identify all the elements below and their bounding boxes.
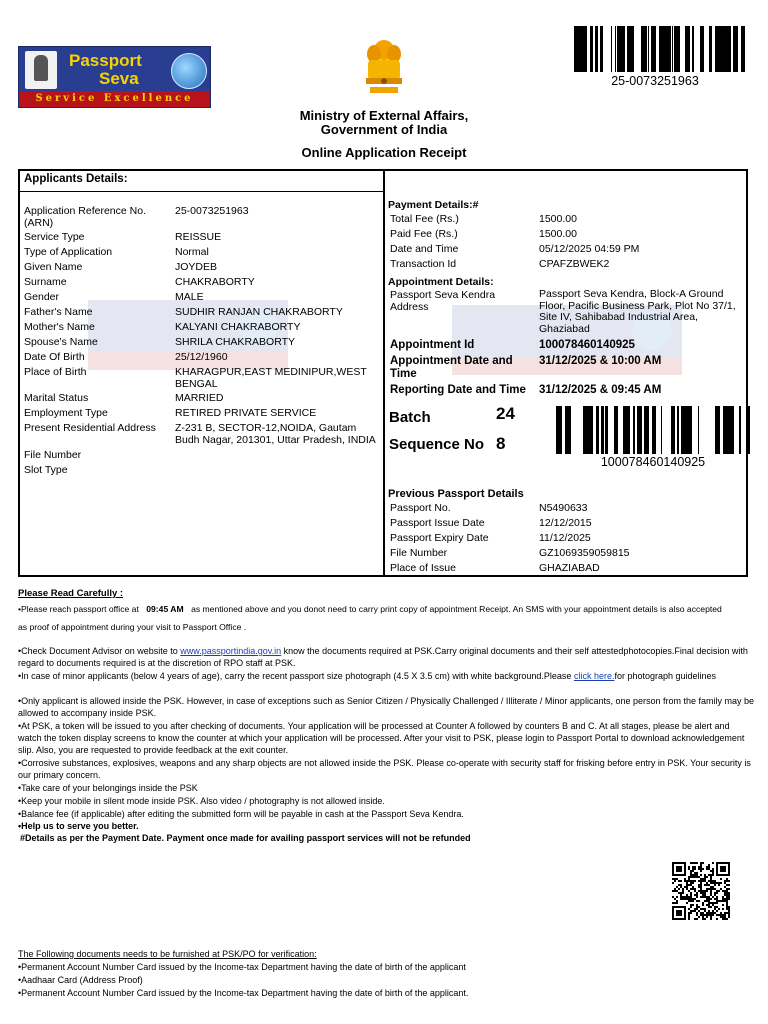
payment-refund-note: #Details as per the Payment Date. Payment once made for availing passport services will not be refunded: [20, 833, 471, 843]
expiry-date-value: 11/12/2025: [539, 532, 591, 544]
dob-value: 25/12/1960: [175, 351, 228, 363]
corrosive-note: •Corrosive substances, explosives, weapons and any sharp objects are not allowed inside the PSK. Please co-operate with security staff for frisking before entry in PSK. Your security is our primary concern.: [18, 758, 751, 781]
transaction-id-value: CPAFZBWEK2: [539, 258, 610, 270]
payment-datetime-value: 05/12/2025 04:59 PM: [539, 243, 640, 255]
issue-date-label: Passport Issue Date: [390, 517, 485, 529]
expiry-date-label: Passport Expiry Date: [390, 532, 489, 544]
marital-status-value: MARRIED: [175, 392, 224, 404]
gender-value: MALE: [175, 291, 204, 303]
father-name-value: SUDHIR RANJAN CHAKRABORTY: [175, 306, 343, 318]
paid-fee-value: 1500.00: [539, 228, 577, 240]
only-applicant-note: •Only applicant is allowed inside the PSK. However, in case of exceptions such as Senior Citizen / Physically Challenged / Illiterate / Minor applicants, one person from the family may be allowed to accompany inside PSK.: [18, 696, 755, 719]
column-divider: [383, 169, 385, 577]
batch-value: 24: [496, 404, 515, 423]
reach-pre: •Please reach passport office at: [18, 604, 139, 614]
gender-label: Gender: [24, 291, 60, 303]
psk-address-label: Passport Seva Kendra Address: [390, 289, 496, 314]
document-advisor-note: [18, 645, 754, 669]
service-type-value: REISSUE: [175, 231, 222, 243]
arn-barcode: [562, 26, 748, 72]
place-of-issue-value: GHAZIABAD: [539, 562, 600, 574]
minor-applicant-note: [18, 670, 754, 682]
psk-address-value: Passport Seva Kendra, Block-A Ground Floor, Pacific Business Park, Plot No 37/1, Site IV, Sahibabad Industrial Area, Ghaziabad: [539, 288, 736, 335]
read-carefully-heading: Please Read Carefully :: [18, 588, 124, 599]
address-value: Z-231 B, SECTOR-12,NOIDA, Gautam Budh Nagar, 201301, Uttar Pradesh, INDIA: [175, 422, 376, 447]
arn-label: Application Reference No. (ARN): [24, 205, 146, 230]
mobile-note: •Keep your mobile in silent mode inside PSK. Also video / photography is not allowed inside.: [18, 796, 385, 806]
mother-name-label: Mother's Name: [24, 321, 95, 333]
passport-no-value: N5490633: [539, 502, 588, 514]
appointment-details-heading: Appointment Details:: [388, 276, 494, 288]
spouse-name-value: SHRILA CHAKRABORTY: [175, 336, 296, 348]
document-item-2: •Aadhaar Card (Address Proof): [18, 975, 143, 985]
qr-code: [672, 862, 730, 920]
page-title: Online Application Receipt: [301, 145, 467, 160]
given-name-value: JOYDEB: [175, 261, 218, 273]
service-type-label: Service Type: [24, 231, 85, 243]
previous-passport-heading: Previous Passport Details: [388, 488, 524, 500]
reach-office-note-2: as proof of appointment during your visit to Passport Office .: [18, 622, 247, 632]
photo-guidelines-link[interactable]: click here.: [573, 671, 615, 681]
sequence-label: Sequence No: [389, 436, 485, 453]
total-fee-value: 1500.00: [539, 213, 577, 225]
reporting-datetime-label: Reporting Date and Time: [390, 384, 526, 396]
national-emblem-icon: [360, 38, 408, 96]
advisor-pre: •Check Document Advisor on website to: [18, 646, 178, 656]
batch-label: Batch: [389, 409, 431, 426]
payment-details-heading: Payment Details:#: [388, 199, 479, 211]
place-of-birth-label: Place of Birth: [24, 366, 87, 378]
dob-label: Date Of Birth: [24, 351, 85, 363]
reporting-datetime-value: 31/12/2025 & 09:45 AM: [539, 384, 662, 396]
appointment-datetime-value: 31/12/2025 & 10:00 AM: [539, 355, 662, 367]
passportindia-link[interactable]: www.passportindia.gov.in: [180, 646, 282, 656]
given-name-label: Given Name: [24, 261, 83, 273]
appointment-id-value: 100078460140925: [539, 339, 635, 351]
total-fee-label: Total Fee (Rs.): [390, 213, 459, 225]
passport-seva-logo: [18, 46, 211, 108]
documents-heading: The Following documents needs to be furnished at PSK/PO for verification:: [18, 949, 317, 959]
belongings-note: •Take care of your belongings inside the PSK: [18, 783, 198, 793]
document-item-3: •Permanent Account Number Card issued by the Income-tax Department having the date of birth of the applicant.: [18, 988, 469, 998]
surname-value: CHAKRABORTY: [175, 276, 255, 288]
prev-file-number-value: GZ1069359059815: [539, 547, 630, 559]
appointment-id-label: Appointment Id: [390, 339, 475, 351]
applicant-details-heading: Applicants Details:: [24, 173, 128, 185]
paid-fee-label: Paid Fee (Rs.): [390, 228, 458, 240]
place-of-birth-value: KHARAGPUR,EAST MEDINIPUR,WEST BENGAL: [175, 366, 367, 391]
passport-no-label: Passport No.: [390, 502, 451, 514]
prev-file-number-label: File Number: [390, 547, 448, 559]
minor-pre: •In case of minor applicants (below 4 years of age), carry the recent passport size photograph (4.5 X 3.5 cm) with white background.Please: [18, 671, 572, 681]
application-type-label: Type of Application: [24, 246, 113, 258]
heading-rule: [18, 191, 385, 192]
arn-value: 25-0073251963: [175, 205, 249, 217]
employment-type-value: RETIRED PRIVATE SERVICE: [175, 407, 317, 419]
employment-type-label: Employment Type: [24, 407, 108, 419]
surname-label: Surname: [24, 276, 67, 288]
slot-type-label: Slot Type: [24, 464, 68, 476]
logo-text-passport: Passport: [69, 51, 142, 70]
minor-post: for photograph guidelines: [614, 671, 717, 681]
reach-time: 09:45 AM: [146, 604, 184, 614]
appointment-datetime-label: Appointment Date and Time: [390, 355, 513, 380]
spouse-name-label: Spouse's Name: [24, 336, 98, 348]
marital-status-label: Marital Status: [24, 392, 89, 404]
father-name-label: Father's Name: [24, 306, 93, 318]
mother-name-value: KALYANI CHAKRABORTY: [175, 321, 301, 333]
address-label: Present Residential Address: [24, 422, 156, 434]
reach-office-note: [18, 603, 754, 615]
appointment-barcode: [556, 406, 750, 454]
help-note: •Help us to serve you better.: [18, 821, 139, 831]
ashoka-emblem-icon: [25, 51, 57, 89]
appointment-barcode-number: 100078460140925: [600, 455, 706, 469]
logo-text-seva: Seva: [99, 69, 139, 88]
ministry-line-1: Ministry of External Affairs,: [299, 108, 469, 123]
balance-fee-note: •Balance fee (if applicable) after editing the submitted form will be payable in cash at the Passport Seva Kendra.: [18, 809, 464, 819]
payment-datetime-label: Date and Time: [390, 243, 459, 255]
document-item-1: •Permanent Account Number Card issued by the Income-tax Department having the date of birth of the applicant: [18, 962, 466, 972]
file-number-label: File Number: [24, 449, 82, 461]
application-type-value: Normal: [175, 246, 209, 258]
globe-icon: [171, 53, 207, 89]
sequence-value: 8: [496, 434, 506, 453]
place-of-issue-label: Place of Issue: [390, 562, 456, 574]
logo-tagline: Service Excellence: [19, 91, 210, 107]
arn-barcode-number: 25-0073251963: [611, 74, 699, 88]
issue-date-value: 12/12/2015: [539, 517, 592, 529]
ministry-line-2: Government of India: [320, 122, 448, 137]
transaction-id-label: Transaction Id: [390, 258, 457, 270]
token-note: •At PSK, a token will be issued to you after checking of documents. Your application will be processed at Counter A followed by counters B and C. At all stages, please be alert and watch the token display screens to know the counter at which your application will be processed. After your visit to PSK, please login to Passport Portal to download acknowledgement slip. Also, you are requested to provide feedback at the exit counter.: [18, 721, 745, 756]
reach-post: as mentioned above and you donot need to carry print copy of appointment Receipt. An SMS with your appointment details is also accepted: [191, 604, 722, 614]
advisor-post: know the documents required at PSK.Carry original documents and their self attestedphotocopies.Final decision with regard to documents required is at the discretion of RPO staff at PSK.: [18, 646, 748, 669]
